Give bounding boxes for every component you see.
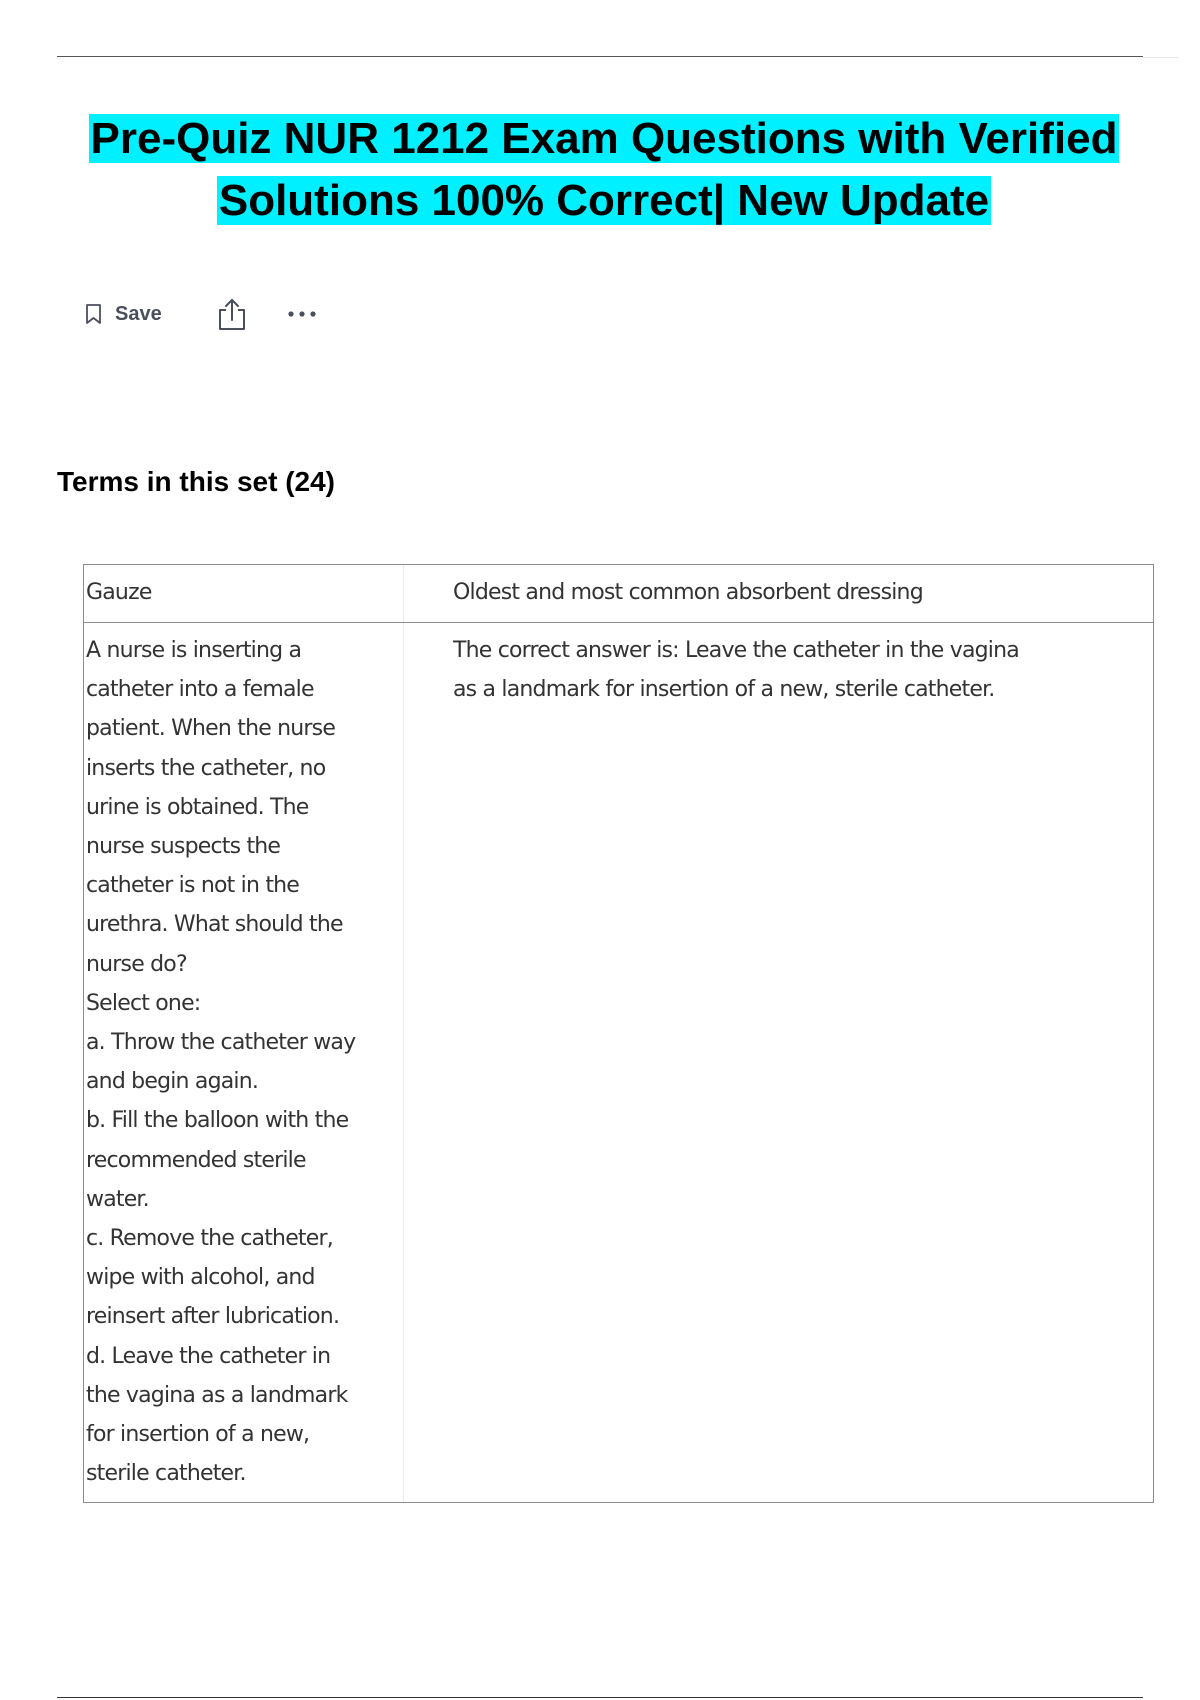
action-toolbar: [85, 296, 317, 332]
table-row: [84, 623, 1153, 1502]
more-options-icon: [287, 310, 317, 318]
share-icon: [217, 297, 247, 331]
terms-heading: Terms in this set (24): [57, 466, 336, 497]
term-cell: Gauze: [86, 580, 152, 605]
more-options-button[interactable]: [287, 310, 317, 318]
save-button-label: Save: [115, 302, 162, 325]
definition-cell: The correct answer is: Leave the catheter in the vagina as a landmark for insertion of a new, sterile catheter.: [453, 638, 1019, 703]
page-title: [40, 108, 1168, 232]
top-divider: [57, 56, 1143, 57]
page-title-text: Pre-Quiz NUR 1212 Exam Questions with Verified Solutions 100% Correct| New Update: [90, 114, 1118, 225]
save-button[interactable]: [85, 303, 162, 326]
term-cell: A nurse is inserting a catheter into a female patient. When the nurse inserts the catheter, no urine is obtained. The nurse suspects the catheter is not in the urethra. What should the nurse do? Select one: a. Throw the catheter way and begin again. b. Fill the balloon with the recommended sterile water. c. Remove the catheter, wipe with alcohol, and reinsert after lubrication. d. Leave the catheter in the vagina as a landmark for insertion of a new, sterile catheter.: [86, 638, 356, 1487]
terms-table: [83, 564, 1154, 1503]
bottom-divider: [57, 1697, 1143, 1698]
top-divider-fade: [1143, 57, 1178, 58]
definition-cell: Oldest and most common absorbent dressing: [453, 580, 923, 605]
bookmark-icon: [85, 303, 102, 325]
table-row: [84, 565, 1153, 623]
share-button[interactable]: [217, 297, 247, 331]
